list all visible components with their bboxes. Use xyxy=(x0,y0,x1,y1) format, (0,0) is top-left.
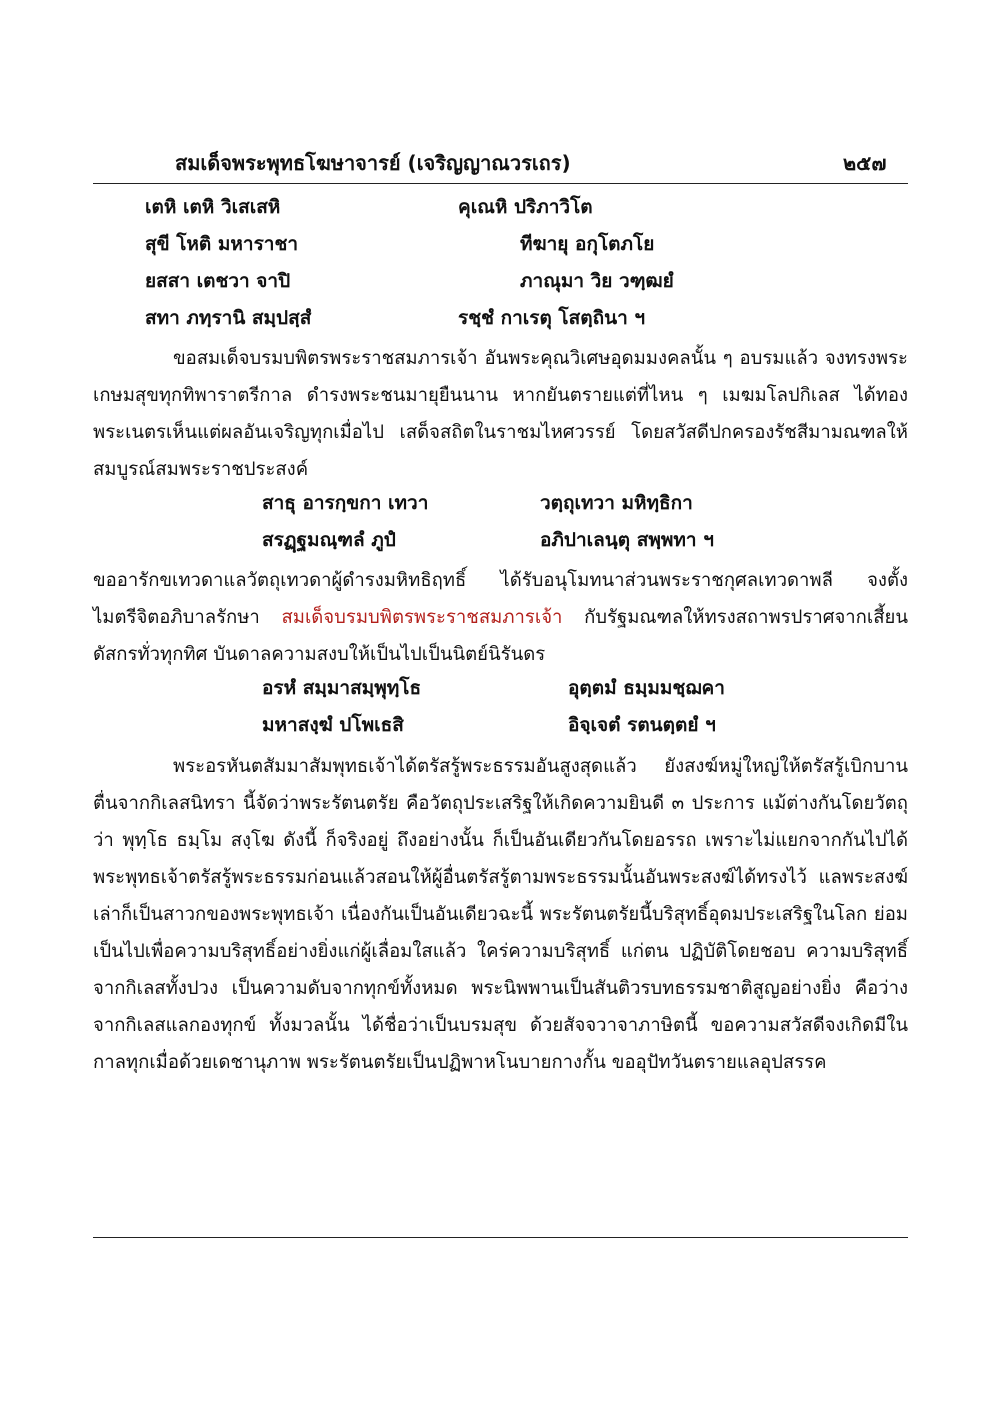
verse1-line1-right: คุเณหิ ปริภาวิโต xyxy=(458,196,593,218)
paragraph-deities-text-2: กับรัฐมณฑลให้ทรงสถาพรปราศจากเสี้ยนดัสกรทั่วทุกทิศ บันดาลความสงบให้เป็นไปเป็นนิตย์นิรันดร xyxy=(93,607,908,665)
highlighted-royal-title: สมเด็จบรมบพิตรพระราชสมภารเจ้า xyxy=(281,607,563,628)
verse1-line3-left: ยสสา เตชวา จาปิ xyxy=(145,270,291,292)
verse1-line1-left: เตหิ เตหิ วิเสเสหิ xyxy=(145,196,281,218)
verse3-line1-left: อรหํ สมฺมาสมฺพุทฺโธ xyxy=(262,677,422,699)
verse3-line1-right: อุตฺตมํ ธมฺมมชฺฌคา xyxy=(568,677,725,699)
verse1-line2-left: สุขี โหติ มหาราชา xyxy=(145,233,299,255)
verse2-line2-left: สรฏฺฐมณฺฑลํ ภูปํ xyxy=(262,529,396,551)
verse3-line2-right: อิจฺเจตํ รตนตฺตยํ ฯ xyxy=(568,714,716,736)
verse1-line2-right: ทีฆายุ อกุโตภโย xyxy=(520,233,655,255)
verse2-line2-right: อภิปาเลนฺตุ สพฺพทา ฯ xyxy=(540,529,714,551)
verse1-line4-left: สทา ภทฺรานิ สมฺปสฺสํ xyxy=(145,307,312,329)
verse3-line2-left: มหาสงฺฆํ ปโพเธสิ xyxy=(262,714,404,736)
verse2-line1-right: วตฺถุเทวา มหิทฺธิกา xyxy=(540,492,693,514)
page-title: สมเด็จพระพุทธโฆษาจารย์ (เจริญญาณวรเถร) xyxy=(175,151,571,175)
paragraph-blessing-king: ขอสมเด็จบรมบพิตรพระราชสมภารเจ้า อันพระคุณวิเศษอุดมมงคลนั้น ๆ อบรมแล้ว จงทรงพระเกษมสุขทุกทิพาราตรีกาล ดำรงพระชนมายุยืนนาน หากยันตรายแต่ที่ไหน ๆ เมฆมโลปกิเลส ได้ทองพระเนตรเห็นแต่ผลอันเจริญทุกเมื่อไป เสด็จสถิตในราชมไหศวรรย์ โดยสวัสดีปกครองรัชสีมามณฑลให้สมบูรณ์สมพระราชประสงค์ xyxy=(93,348,908,480)
page-number: ๒๕๗ xyxy=(843,151,887,175)
paragraph-triple-gem: พระอรหันตสัมมาสัมพุทธเจ้าได้ตรัสรู้พระธรรมอันสูงสุดแล้ว ยังสงฆ์หมู่ใหญ่ให้ตรัสรู้เบิกบาน ตื่นจากกิเลสนิทรา นี้จัดว่าพระรัตนตรัย คือวัตถุประเสริฐให้เกิดความยินดี ๓ ประการ แม้ต่างกันโดยวัตถุว่า พุทฺโธ ธมฺโม สงฺโฆ ดังนี้ ก็จริงอยู่ ถึงอย่างนั้น ก็เป็นอันเดียวกันโดยอรรถ เพราะไม่แยกจากกันไปได้ พระพุทธเจ้าตรัสรู้พระธรรมก่อนแล้วสอนให้ผู้อื่นตรัสรู้ตามพระธรรมนั้นอันพระสงฆ์ได้ทรงไว้ แลพระสงฆ์เล่าก็เป็นสาวกของพระพุทธเจ้า เนื่องกันเป็นอันเดียวฉะนี้ พระรัตนตรัยนี้บริสุทธิ์อุดมประเสริฐในโลก ย่อมเป็นไปเพื่อความบริสุทธิ์อย่างยิ่งแก่ผู้เลื่อมใสแล้ว ใคร่ความบริสุทธิ์ แก่ตน ปฏิบัติโดยชอบ ความบริสุทธิ์ จากกิเลสทั้งปวง เป็นความดับจากทุกข์ทั้งหมด พระนิพพานเป็นสันติวรบทธรรมชาติสูญอย่างยิ่ง คือว่างจากกิเลสแลกองทุกข์ ทั้งมวลนั้น ได้ชื่อว่าเป็นบรมสุข ด้วยสัจจวาจาภาษิตนี้ ขอความสวัสดีจงเกิดมีในกาลทุกเมื่อด้วยเดชานุภาพ พระรัตนตรัยเป็นปฏิพาหโนบายกางกั้น ขออุปัทวันตรายแลอุปสรรค xyxy=(93,756,908,1073)
verse1-line3-right: ภาณุมา วิย วฑฺฒยํ xyxy=(520,270,674,292)
verse1-line4-right: รชฺชํ กาเรตุ โสตฺถินา ฯ xyxy=(458,307,646,329)
paragraph-deities-text-1: ขออารักขเทวดาแลวัตถุเทวดาผู้ดำรงมหิทธิฤทธิ์ ได้รับอนุโมทนาส่วนพระราชกุศลเทวดาพลี จงตั้งไมตรีจิตอภิบาลรักษา xyxy=(93,570,908,628)
header-divider xyxy=(93,183,908,184)
footer-divider xyxy=(93,1237,908,1238)
paragraph-deities xyxy=(93,562,908,673)
verse2-line1-left: สาธุ อารกฺขกา เทวา xyxy=(262,492,429,514)
